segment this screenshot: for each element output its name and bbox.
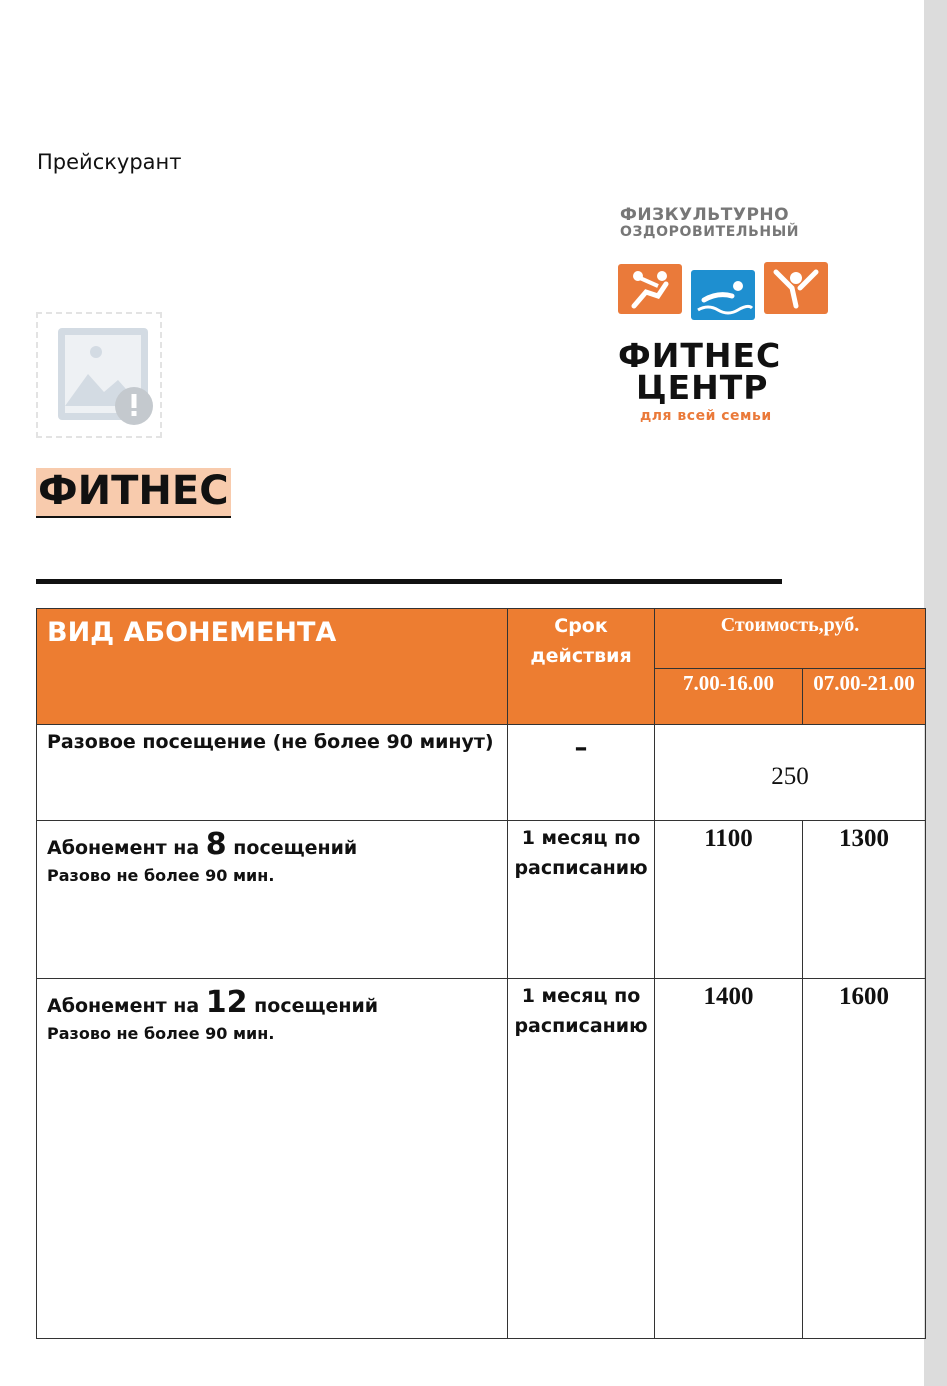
row-price-2: 1600 (803, 979, 926, 1339)
row-name (37, 821, 508, 979)
row-title-suffix: посещений (247, 995, 379, 1017)
broken-image-icon (38, 314, 164, 440)
row-subtitle: Разово не более 90 мин. (47, 1024, 275, 1043)
row-title-suffix: посещений (226, 837, 358, 859)
document-title: Прейскурант (37, 150, 182, 174)
weightlifter-icon (618, 264, 682, 314)
logo-big-line-1: ФИТНЕС (618, 336, 782, 375)
section-heading: ФИТНЕС (36, 468, 231, 518)
row-subtitle: Разово не более 90 мин. (47, 866, 275, 885)
table-row (37, 725, 926, 821)
row-price-1: 1400 (655, 979, 803, 1339)
logo-tagline: для всей семьи (640, 408, 772, 424)
logo-line-2: ОЗДОРОВИТЕЛЬНЫЙ (620, 224, 800, 240)
row-title (47, 827, 507, 862)
row-price-1: 1100 (655, 821, 803, 979)
row-price: 250 (655, 725, 926, 821)
header-time-2: 07.00-21.00 (803, 669, 926, 725)
visit-count: 8 (205, 827, 227, 862)
row-name (37, 979, 508, 1339)
fitness-center-logo (608, 200, 836, 432)
row-title-prefix: Абонемент на (47, 837, 206, 859)
heading-rule (36, 579, 782, 584)
row-term: – (508, 725, 655, 821)
logo-line-1: ФИЗКУЛЬТУРНО (620, 205, 790, 225)
row-term: 1 месяц по расписанию (508, 821, 655, 979)
row-name (37, 725, 508, 821)
header-type: ВИД АБОНЕМЕНТА (37, 609, 508, 725)
row-title (47, 985, 507, 1020)
price-table (36, 608, 926, 1339)
logo-big-line-2: ЦЕНТР (636, 368, 769, 407)
logo-icons (618, 262, 828, 322)
row-term: 1 месяц по расписанию (508, 979, 655, 1339)
table-row (37, 821, 926, 979)
header-term: Срок действия (508, 609, 655, 725)
page-edge-strip (924, 0, 947, 1386)
header-cost: Стоимость,руб. (655, 609, 926, 669)
header-time-1: 7.00-16.00 (655, 669, 803, 725)
table-header-row (37, 609, 926, 669)
row-title-prefix: Абонемент на (47, 995, 206, 1017)
visit-count: 12 (205, 985, 248, 1020)
table-row (37, 979, 926, 1339)
swimmer-icon (691, 270, 755, 320)
gymnast-icon (764, 262, 828, 314)
row-price-2: 1300 (803, 821, 926, 979)
row-title: Разовое посещение (не более 90 минут) (47, 731, 494, 753)
image-placeholder (36, 312, 162, 438)
